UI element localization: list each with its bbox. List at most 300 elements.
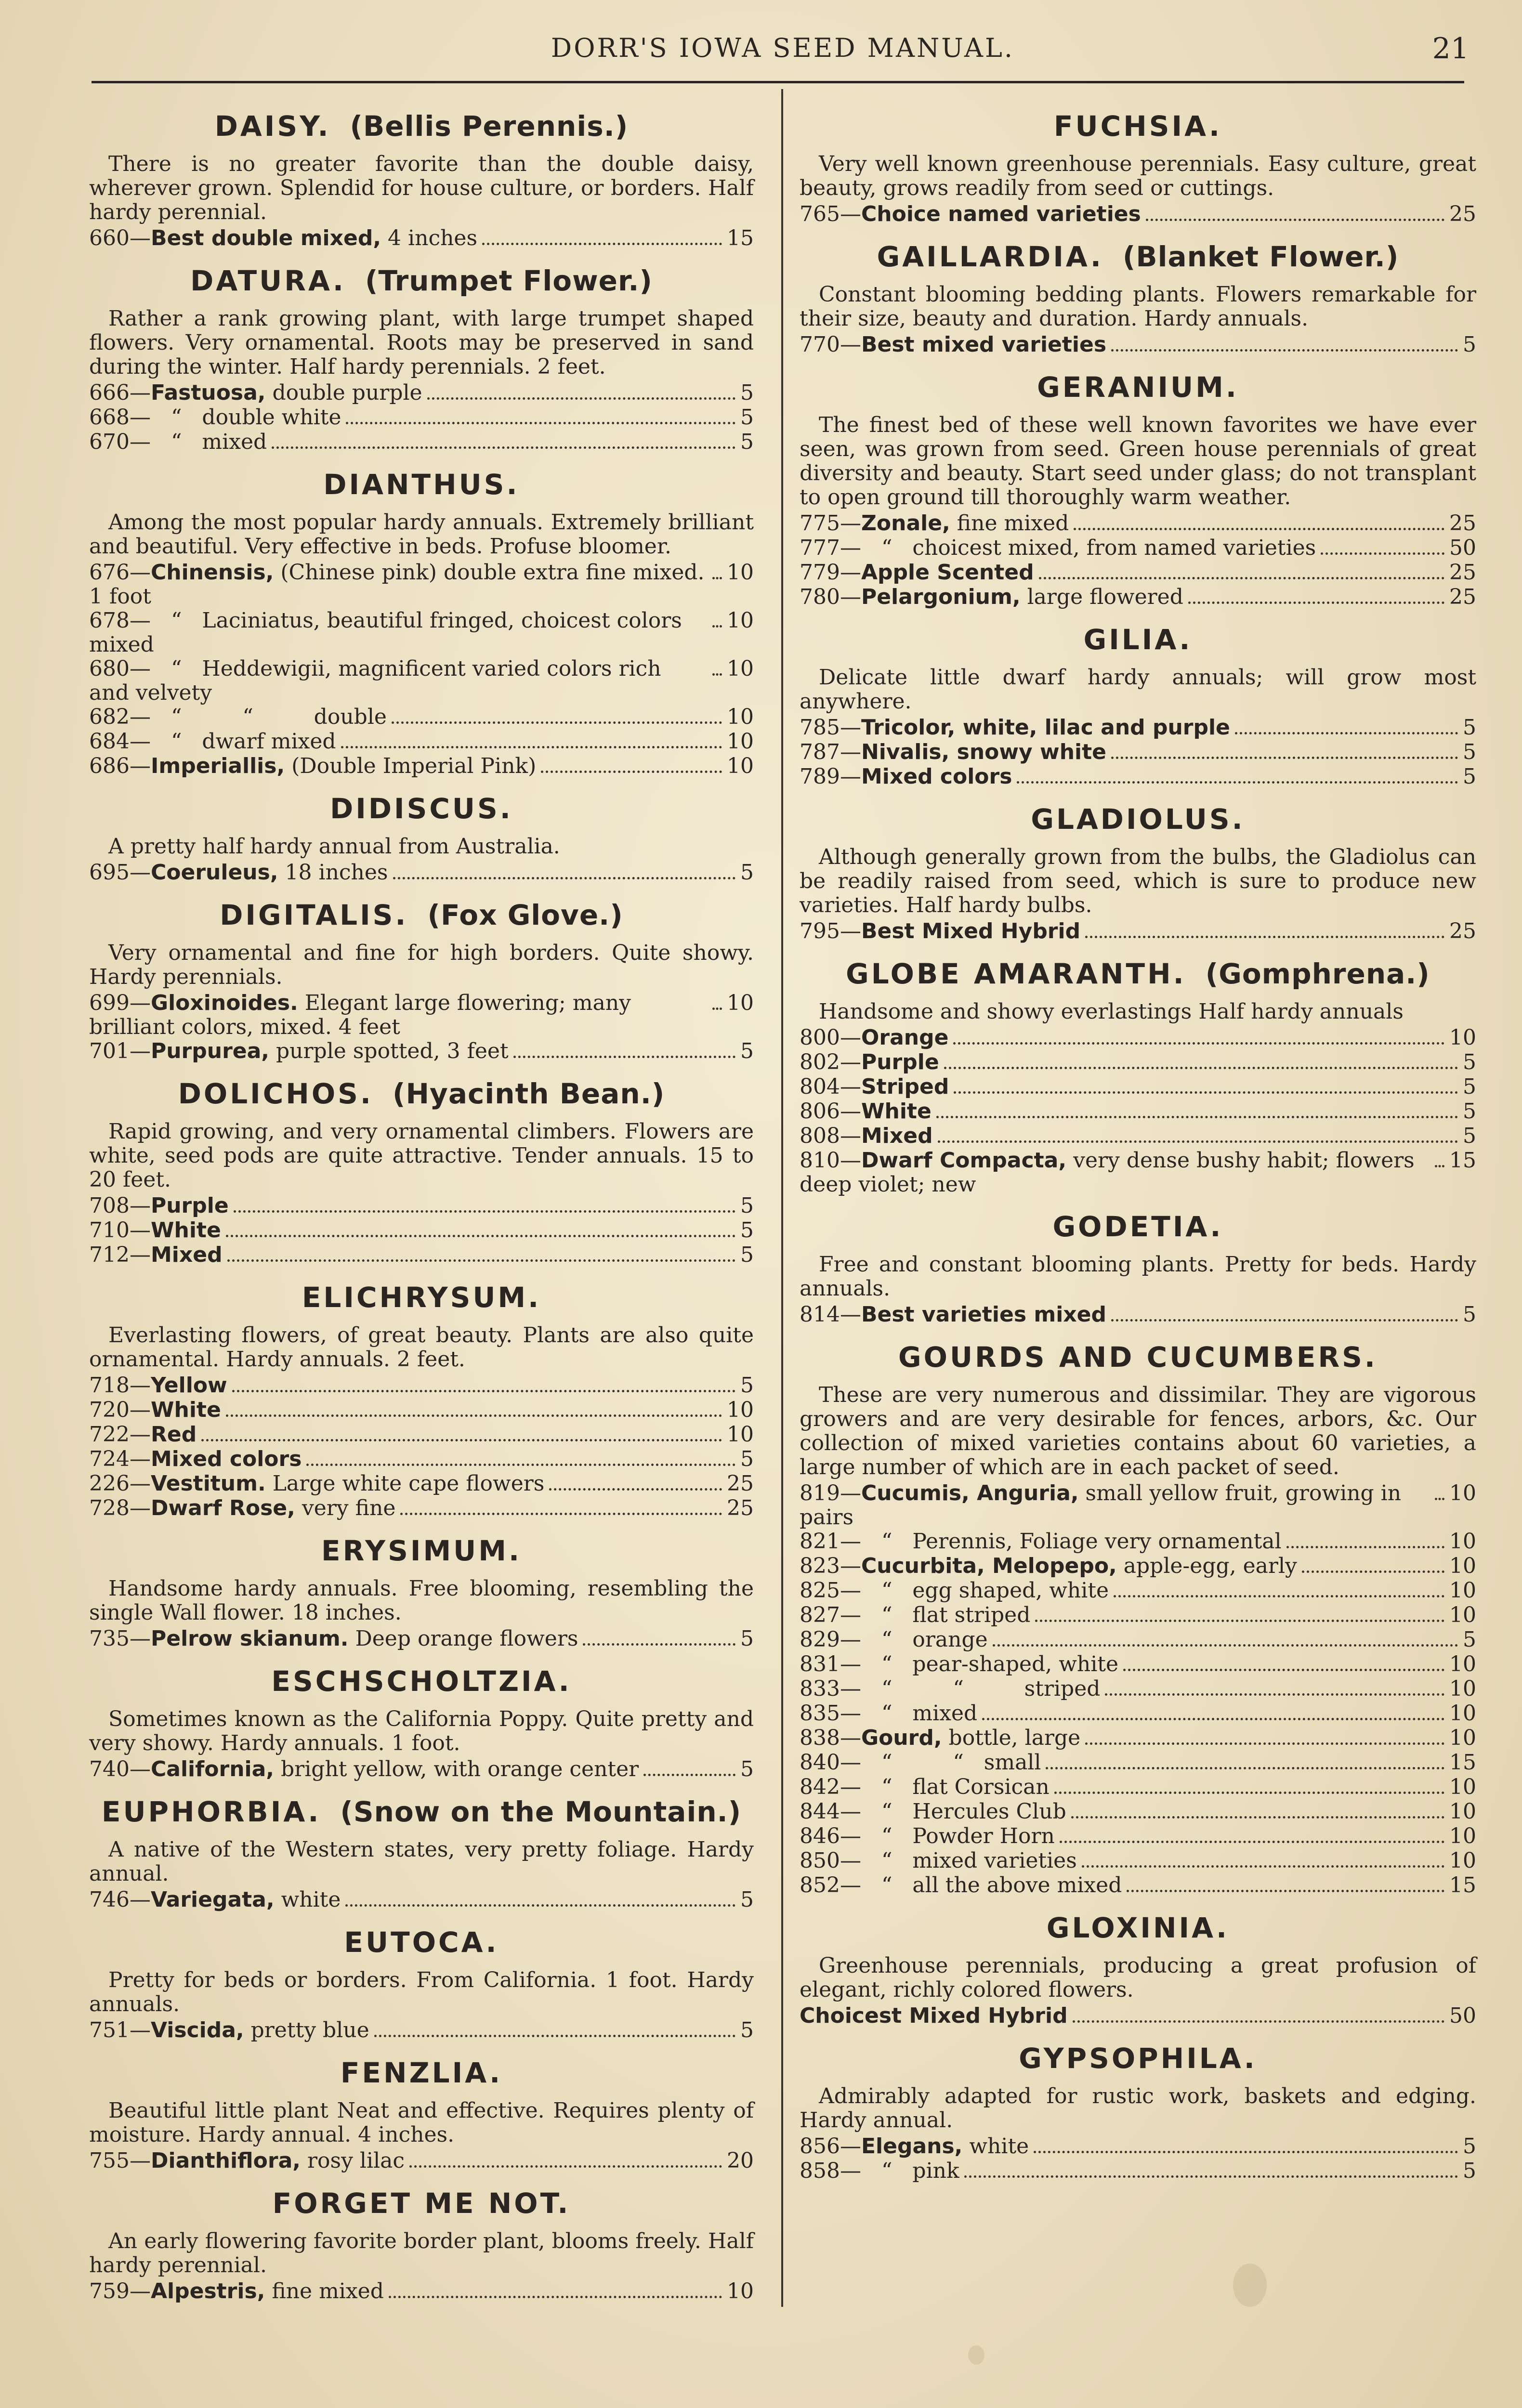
item-price: 5 — [740, 1193, 754, 1218]
section-heading — [800, 1340, 1476, 1374]
item-number: 850— — [800, 1848, 861, 1873]
leader-dots — [953, 1042, 1444, 1045]
catalog-section — [800, 2041, 1476, 2184]
item-text — [800, 2159, 959, 2183]
item-line — [800, 2134, 1476, 2159]
section-description: Rapid growing, and very ornamental climbers. Flowers are white, seed pods are quite attractive. Tender annuals. 15 to 20 feet. — [89, 1119, 754, 1192]
item-price: 5 — [1463, 1099, 1476, 1124]
item-price: 5 — [1463, 1074, 1476, 1099]
price-list-item — [89, 1447, 754, 1472]
section-description: Delicate little dwarf hardy annuals; will grow most anywhere. — [800, 665, 1476, 714]
leader-dots — [1085, 1742, 1444, 1745]
item-text — [800, 333, 1106, 357]
leader-dots — [306, 1464, 735, 1466]
leader-dots — [400, 1513, 722, 1515]
leader-dots — [1111, 757, 1458, 759]
item-line — [89, 1472, 754, 1496]
section-description: Greenhouse perennials, producing a great profusion of elegant, richly colored flowers. — [800, 1953, 1476, 2002]
item-number: 804— — [800, 1074, 861, 1099]
catalog-section — [800, 622, 1476, 789]
leader-dots — [944, 1067, 1458, 1069]
item-price: 5 — [740, 1887, 754, 1912]
item-line — [89, 381, 754, 406]
price-list-item — [800, 1050, 1476, 1075]
item-detail: (Double Imperial Pink) — [285, 754, 537, 778]
item-price: 15 — [1449, 1873, 1476, 1898]
item-text — [800, 1099, 932, 1124]
item-text — [800, 1149, 1430, 1197]
section-description: Handsome hardy annuals. Free blooming, resembling the single Wall flower. 18 inches. — [89, 1576, 754, 1625]
item-text — [89, 705, 387, 729]
price-list-item — [89, 1888, 754, 1912]
item-text — [800, 1775, 1050, 1799]
item-line — [89, 1496, 754, 1521]
item-detail: Deep orange flowers — [348, 1626, 578, 1651]
item-price: 10 — [727, 656, 754, 681]
item-text — [89, 2018, 369, 2042]
item-name: Zonale, — [861, 511, 950, 536]
item-detail: “ egg shaped, white — [861, 1578, 1109, 1603]
price-list-item — [800, 1849, 1476, 1873]
section-subtitle: (Hyacinth Bean.) — [392, 1077, 665, 1110]
item-number: 701— — [89, 1039, 151, 1063]
item-text — [89, 1374, 227, 1398]
price-list-item — [800, 1775, 1476, 1800]
item-number: 695— — [89, 860, 151, 885]
price-list-item — [800, 1603, 1476, 1628]
item-line — [89, 2279, 754, 2304]
leader-dots — [1105, 1693, 1444, 1696]
leader-dots — [712, 625, 722, 628]
item-line — [89, 1398, 754, 1423]
item-price: 10 — [727, 2279, 754, 2303]
item-detail: “ mixed — [861, 1701, 978, 1726]
price-list-item — [800, 1701, 1476, 1726]
leader-dots — [226, 1235, 735, 1237]
leader-dots — [1035, 1620, 1444, 1622]
section-title: GAILLARDIA. — [877, 240, 1103, 273]
item-name: Mixed — [861, 1124, 933, 1148]
item-detail: “ double white — [150, 405, 341, 430]
item-line — [800, 1303, 1476, 1327]
item-price: 10 — [727, 1398, 754, 1422]
item-price: 5 — [740, 405, 754, 430]
item-detail: white — [274, 1887, 341, 1912]
item-line — [89, 561, 754, 609]
price-list-item — [800, 1099, 1476, 1124]
item-name: Tricolor, white, lilac and purple — [861, 715, 1230, 740]
item-line — [89, 1218, 754, 1243]
item-text — [800, 765, 1012, 789]
item-detail: 4 inches — [381, 226, 478, 250]
item-number: 666— — [89, 380, 151, 405]
item-line — [89, 1194, 754, 1218]
item-text — [800, 2134, 1029, 2159]
item-price: 5 — [740, 1447, 754, 1471]
item-line — [89, 609, 754, 657]
item-line — [800, 1824, 1476, 1849]
item-line — [800, 1726, 1476, 1751]
section-heading — [89, 1794, 754, 1829]
item-detail: double purple — [265, 380, 422, 405]
item-line — [800, 1149, 1476, 1197]
header-rule — [92, 81, 1464, 83]
item-detail: “ “ double — [150, 705, 387, 729]
leader-dots — [389, 2296, 722, 2298]
item-name: Mixed colors — [861, 764, 1012, 789]
leader-dots — [712, 673, 722, 676]
item-line — [800, 919, 1476, 944]
section-title: GERANIUM. — [1037, 371, 1239, 404]
item-number: 827— — [800, 1603, 861, 1627]
price-list-item — [800, 2134, 1476, 2159]
leader-dots — [936, 1116, 1458, 1118]
item-name: Best double mixed, — [150, 226, 381, 250]
item-line — [800, 1628, 1476, 1652]
item-number: 775— — [800, 511, 861, 536]
item-line — [800, 561, 1476, 585]
item-price: 5 — [1463, 2159, 1476, 2183]
leader-dots — [1146, 219, 1444, 221]
leader-dots — [226, 1414, 722, 1417]
item-price: 5 — [1463, 1124, 1476, 1148]
item-price: 5 — [740, 1626, 754, 1651]
catalog-section — [800, 1209, 1476, 1327]
section-description: An early flowering favorite border plant, blooms freely. Half hardy perennial. — [89, 2229, 754, 2277]
section-title: FUCHSIA. — [1053, 110, 1222, 143]
item-number: 810— — [800, 1148, 861, 1173]
section-description: Admirably adapted for rustic work, baskets and edging. Hardy annual. — [800, 2084, 1476, 2133]
left-column — [89, 96, 754, 2310]
price-list-item — [800, 1124, 1476, 1149]
leader-dots — [1054, 1792, 1444, 1794]
item-text — [89, 381, 422, 405]
item-line — [800, 585, 1476, 610]
section-title: GOURDS AND CUCUMBERS. — [898, 1341, 1378, 1374]
item-line — [800, 2004, 1476, 2028]
section-description: The finest bed of these well known favorites we have ever seen, was grown from seed. Green house perennials of great diversity and beauty. Start seed under glass; do not transplant to open ground till thoroughly warm weather. — [800, 413, 1476, 510]
section-subtitle: (Trumpet Flower.) — [365, 264, 653, 297]
item-price: 10 — [727, 754, 754, 778]
item-price: 5 — [740, 430, 754, 454]
section-title: GLOBE AMARANTH. — [846, 957, 1186, 990]
item-detail: “ mixed — [150, 430, 267, 454]
price-list-item — [800, 1075, 1476, 1099]
section-description: Beautiful little plant Neat and effective. Requires plenty of moisture. Hardy annual. 4 inches. — [89, 2098, 754, 2147]
leader-dots — [374, 2035, 735, 2037]
leader-dots — [1111, 1319, 1458, 1322]
item-text — [89, 1243, 223, 1267]
item-name: White — [150, 1218, 221, 1243]
price-list-item — [89, 381, 754, 406]
item-line — [89, 1627, 754, 1651]
leader-dots — [1071, 1816, 1444, 1819]
item-number: 670— — [89, 430, 151, 454]
item-price: 10 — [1449, 1799, 1476, 1824]
item-text — [800, 561, 1034, 585]
item-price: 5 — [1463, 764, 1476, 789]
price-list-item — [800, 1873, 1476, 1898]
item-price: 5 — [1463, 740, 1476, 764]
section-heading — [89, 2055, 754, 2090]
leader-dots — [513, 1056, 735, 1058]
item-name: Best Mixed Hybrid — [861, 919, 1081, 943]
item-line — [800, 1530, 1476, 1554]
item-name: Viscida, — [150, 2018, 244, 2042]
section-heading — [89, 109, 754, 144]
leader-dots — [232, 1390, 735, 1392]
item-text — [89, 1627, 578, 1651]
section-description: Pretty for beds or borders. From California. 1 foot. Hardy annuals. — [89, 1968, 754, 2016]
section-description: Among the most popular hardy annuals. Extremely brilliant and beautiful. Very effective in beds. Profuse bloomer. — [89, 510, 754, 559]
item-line — [800, 1050, 1476, 1075]
item-price: 15 — [727, 226, 754, 250]
item-text — [800, 1873, 1122, 1898]
price-list-item — [89, 1757, 754, 1782]
item-number: 856— — [800, 2134, 861, 2159]
leader-dots — [392, 721, 722, 724]
item-text — [89, 1447, 302, 1471]
section-title: ELICHRYSUM. — [302, 1281, 541, 1314]
price-list-item — [89, 861, 754, 885]
item-price: 10 — [1449, 1824, 1476, 1848]
item-name: Coeruleus, — [150, 860, 278, 885]
item-text — [89, 609, 708, 657]
item-number: 800— — [800, 1025, 861, 1050]
item-name: Yellow — [150, 1373, 227, 1398]
item-price: 10 — [1449, 1529, 1476, 1554]
section-heading — [89, 1925, 754, 1960]
item-line — [89, 1243, 754, 1268]
section-title: DOLICHOS. — [178, 1077, 373, 1110]
item-detail: apple-egg, early — [1116, 1554, 1297, 1578]
price-list-item — [89, 1243, 754, 1268]
section-heading — [89, 2186, 754, 2221]
item-detail: “ “ striped — [861, 1676, 1101, 1701]
item-detail: “ all the above mixed — [861, 1873, 1122, 1898]
section-heading — [800, 2041, 1476, 2076]
leader-dots — [1302, 1570, 1444, 1573]
item-price: 10 — [727, 560, 754, 585]
item-number: 728— — [89, 1496, 151, 1520]
item-line — [89, 991, 754, 1039]
item-detail: bright yellow, with orange center — [274, 1757, 639, 1781]
section-title: GYPSOPHILA. — [1019, 2042, 1257, 2075]
catalog-section — [89, 263, 754, 455]
item-line — [89, 2149, 754, 2173]
leader-dots — [1435, 1165, 1444, 1167]
item-text — [89, 730, 336, 754]
item-price: 25 — [727, 1471, 754, 1496]
price-list-item — [89, 1218, 754, 1243]
section-heading — [800, 802, 1476, 837]
item-price: 5 — [1463, 1627, 1476, 1652]
item-number: 660— — [89, 226, 151, 250]
item-line — [800, 333, 1476, 357]
section-heading — [800, 370, 1476, 405]
price-list-item — [89, 1194, 754, 1218]
leader-dots — [341, 746, 722, 748]
price-list-item — [89, 754, 754, 779]
item-number: 710— — [89, 1218, 151, 1243]
item-detail: “ orange — [861, 1627, 988, 1652]
item-name: Pelargonium, — [861, 585, 1021, 609]
price-list-item — [800, 1026, 1476, 1050]
section-heading — [89, 467, 754, 502]
right-column — [800, 96, 1476, 2189]
catalog-section — [89, 2055, 754, 2173]
price-list-item — [89, 2279, 754, 2304]
item-detail: “ choicest mixed, from named varieties — [861, 536, 1316, 560]
item-number: 823— — [800, 1554, 861, 1578]
section-heading — [89, 1533, 754, 1568]
item-text — [800, 1824, 1055, 1848]
catalog-section — [89, 2186, 754, 2304]
item-number: 676— — [89, 560, 151, 585]
leader-dots — [409, 2165, 722, 2168]
item-number: 686— — [89, 754, 151, 778]
catalog-section — [89, 898, 754, 1064]
section-description: A native of the Western states, very pretty foliage. Hardy annual. — [89, 1837, 754, 1886]
price-list-item — [800, 2004, 1476, 2028]
price-list-item — [800, 202, 1476, 227]
item-name: Gloxinoides. — [150, 991, 298, 1015]
item-line — [89, 226, 754, 251]
leader-dots — [1188, 602, 1444, 604]
item-price: 5 — [1463, 2134, 1476, 2159]
section-title: DATURA. — [190, 264, 346, 297]
item-price: 5 — [740, 860, 754, 885]
item-name: Best varieties mixed — [861, 1302, 1107, 1327]
item-text — [800, 1677, 1100, 1701]
item-name: Gourd, — [861, 1726, 942, 1750]
item-line — [89, 1447, 754, 1472]
leader-dots — [938, 1140, 1458, 1143]
price-list-item — [89, 561, 754, 609]
item-line — [800, 1554, 1476, 1579]
item-price: 5 — [1463, 1050, 1476, 1074]
price-list-item — [89, 609, 754, 657]
item-name: Cucumis, Anguria, — [861, 1481, 1079, 1505]
item-line — [800, 1652, 1476, 1677]
item-detail: “ flat striped — [861, 1603, 1031, 1627]
section-title: DIDISCUS. — [330, 792, 513, 825]
item-number: 770— — [800, 332, 861, 357]
item-price: 15 — [1449, 1148, 1476, 1173]
item-number: 825— — [800, 1578, 861, 1603]
item-detail: 18 inches — [278, 860, 388, 885]
item-detail: (Chinese pink) double extra fine mixed. 1 foot — [89, 560, 711, 609]
catalog-section — [800, 109, 1476, 227]
section-description: These are very numerous and dissimilar. They are vigorous growers and are very desirable for fences, arbors, &c. Our collection of mixed varieties contains about 60 varieties, a large number of which are in each packet of seed. — [800, 1383, 1476, 1479]
item-text — [89, 2149, 405, 2173]
item-detail: Large white cape flowers — [265, 1471, 545, 1496]
item-detail: “ flat Corsican — [861, 1775, 1050, 1799]
leader-dots — [346, 422, 735, 424]
section-description: Free and constant blooming plants. Pretty for beds. Hardy annuals. — [800, 1252, 1476, 1301]
item-detail: large flowered — [1020, 585, 1183, 609]
price-list-item — [800, 561, 1476, 585]
item-price: 25 — [727, 1496, 754, 1520]
price-list-item — [800, 1800, 1476, 1824]
page-number: 21 — [1432, 32, 1469, 65]
leader-dots — [1286, 1546, 1444, 1548]
item-detail: “ Heddewigii, magnificent varied colors rich and velvety — [89, 656, 668, 705]
leader-dots — [1046, 1767, 1444, 1769]
item-detail: “ Powder Horn — [861, 1824, 1055, 1848]
section-title: DIANTHUS. — [323, 468, 520, 501]
item-text — [800, 1849, 1077, 1873]
item-price: 10 — [727, 608, 754, 633]
item-price: 10 — [1449, 1554, 1476, 1578]
item-price: 10 — [727, 991, 754, 1015]
price-list-item — [800, 1579, 1476, 1603]
item-price: 25 — [1449, 511, 1476, 536]
item-name: Vestitum. — [150, 1471, 266, 1496]
item-number: 680— — [89, 656, 151, 681]
item-number: 668— — [89, 405, 151, 430]
section-description: Sometimes known as the California Poppy. Quite pretty and very showy. Hardy annuals. 1 foot. — [89, 1707, 754, 1755]
price-list-item — [89, 1423, 754, 1447]
item-name: Cucurbita, Melopepo, — [861, 1554, 1117, 1578]
item-name: Best mixed varieties — [861, 332, 1107, 357]
item-price: 5 — [1463, 332, 1476, 357]
item-name: Red — [150, 1422, 197, 1447]
item-text — [89, 1194, 229, 1218]
price-list-item — [800, 1530, 1476, 1554]
item-detail: rosy lilac — [301, 2148, 405, 2173]
item-line — [800, 1873, 1476, 1898]
item-text — [89, 657, 708, 705]
price-list-item — [800, 765, 1476, 789]
section-heading — [800, 109, 1476, 144]
price-list-item — [89, 991, 754, 1039]
item-number: 802— — [800, 1050, 861, 1074]
item-price: 5 — [740, 1039, 754, 1063]
section-heading — [800, 1911, 1476, 1945]
item-price: 10 — [727, 1422, 754, 1447]
item-line — [89, 730, 754, 754]
item-line — [89, 1423, 754, 1447]
item-line — [800, 1800, 1476, 1824]
leader-dots — [993, 1644, 1458, 1647]
catalog-section — [89, 467, 754, 779]
item-text — [800, 1050, 939, 1074]
leader-dots — [1074, 528, 1444, 530]
leader-dots — [964, 2175, 1458, 2178]
price-list-item — [89, 1374, 754, 1398]
item-line — [89, 1039, 754, 1064]
price-list-item — [89, 2149, 754, 2173]
section-heading — [89, 791, 754, 826]
item-text — [800, 1603, 1030, 1627]
item-detail: “ Hercules Club — [861, 1799, 1066, 1824]
price-list-item — [89, 2018, 754, 2043]
price-list-item — [89, 705, 754, 730]
item-number: 746— — [89, 1887, 151, 1912]
item-name: Variegata, — [150, 1887, 275, 1912]
item-line — [800, 1677, 1476, 1701]
item-price: 10 — [1449, 1025, 1476, 1050]
column-divider — [781, 89, 783, 2307]
item-number: 842— — [800, 1775, 861, 1799]
price-list-item — [800, 333, 1476, 357]
item-line — [800, 2159, 1476, 2184]
item-name: White — [861, 1099, 932, 1124]
leader-dots — [1127, 1890, 1444, 1892]
paper-stain — [1233, 2264, 1267, 2307]
item-line — [89, 1374, 754, 1398]
